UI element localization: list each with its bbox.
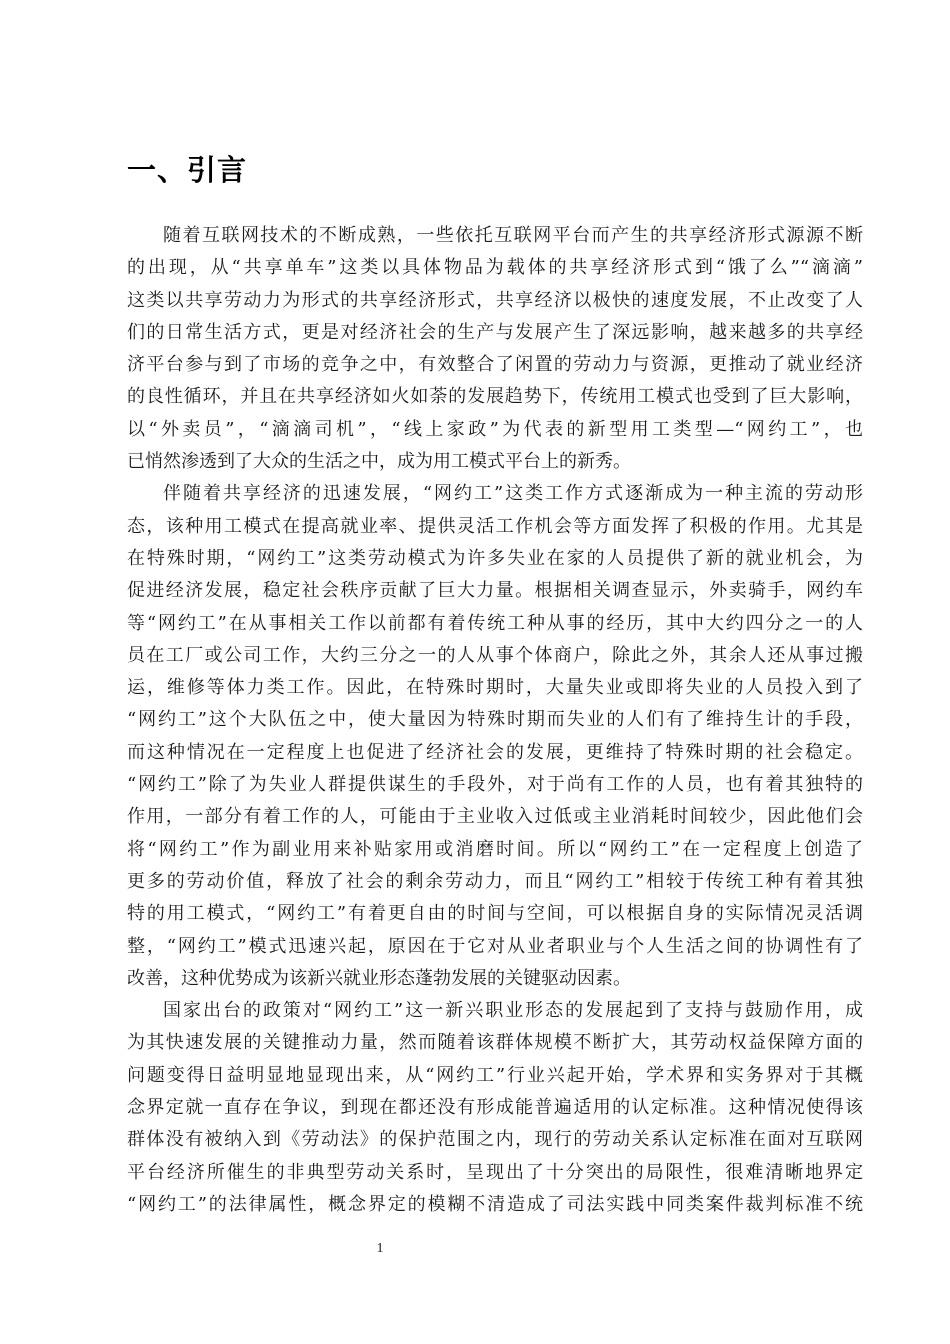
text-line: 运，维修等体力类工作。因此，在特殊时期时，大量失业或即将失业的人员投入到了 (127, 677, 863, 699)
text-line: 将“网约工”作为副业用来补贴家用或消磨时间。所以“网约工”在一定程度上创造了 (127, 838, 863, 860)
text-line: 等“网约工”在从事相关工作以前都有着传统工种从事的经历，其中大约四分之一的人 (127, 612, 863, 634)
text-line: 随着互联网技术的不断成熟，一些依托互联网平台而产生的共享经济形式源源不断 (163, 225, 863, 246)
text-line: 作用，一部分有着工作的人，可能由于主业收入过低或主业消耗时间较少，因此他们会 (127, 806, 863, 828)
paragraph-3 (127, 995, 863, 1221)
text-line: 促进经济发展，稳定社会秩序贡献了巨大力量。根据相关调查显示，外卖骑手，网约车 (127, 580, 863, 602)
text-line: 以“外卖员”，“滴滴司机”，“线上家政”为代表的新型用工类型—“网约工”，也 (127, 418, 863, 440)
text-line: 的良性循环，并且在共享经济如火如荼的发展趋势下，传统用工模式也受到了巨大影响， (127, 386, 863, 408)
text-line: 在特殊时期，“网约工”这类劳动模式为许多失业在家的人员提供了新的就业机会，为 (127, 547, 863, 569)
text-line: 念界定就一直存在争议，到现在都还没有形成能普遍适用的认定标准。这种情况使得该 (127, 1097, 863, 1119)
text-line: 的出现，从“共享单车”这类以具体物品为载体的共享经济形式到“饿了么”“滴滴” (127, 257, 863, 279)
text-line: 特的用工模式，“网约工”有着更自由的时间与空间，可以根据自身的实际情况灵活调 (127, 903, 863, 925)
body-text (127, 220, 863, 1221)
text-line: 们的日常生活方式，更是对经济社会的生产与发展产生了深远影响，越来越多的共享经 (127, 321, 863, 343)
text-line: 整，“网约工”模式迅速兴起，原因在于它对从业者职业与个人生活之间的协调性有了 (127, 935, 863, 957)
text-line: 济平台参与到了市场的竞争之中，有效整合了闲置的劳动力与资源，更推动了就业经济 (127, 354, 863, 376)
text-line: 更多的劳动价值，释放了社会的剩余劳动力，而且“网约工”相较于传统工种有着其独 (127, 870, 863, 892)
text-line: 问题变得日益明显地显现出来，从“网约工”行业兴起开始，学术界和实务界对于其概 (127, 1064, 863, 1086)
text-line: 为其快速发展的关键推动力量，然而随着该群体规模不断扩大，其劳动权益保障方面的 (127, 1032, 863, 1054)
paragraph-1 (127, 220, 863, 478)
text-line: “网约工”除了为失业人群提供谋生的手段外，对于尚有工作的人员，也有着其独特的 (127, 774, 863, 796)
text-line: 群体没有被纳入到《劳动法》的保护范围之内，现行的劳动关系认定标准在面对互联网 (127, 1129, 863, 1151)
text-line: 员在工厂或公司工作，大约三分之一的人从事个体商户，除此之外，其余人还从事过搬 (127, 644, 863, 666)
text-line: 伴随着共享经济的迅速发展，“网约工”这类工作方式逐渐成为一种主流的劳动形 (163, 483, 863, 505)
text-line: 态，该种用工模式在提高就业率、提供灵活工作机会等方面发挥了积极的作用。尤其是 (127, 515, 863, 537)
text-line: 这类以共享劳动力为形式的共享经济形式，共享经济以极快的速度发展，不止改变了人 (127, 289, 863, 311)
text-line: 国家出台的政策对“网约工”这一新兴职业形态的发展起到了支持与鼓励作用，成 (163, 1000, 863, 1022)
page-number: 1 (376, 1241, 384, 1256)
text-line: 平台经济所催生的非典型劳动关系时，呈现出了十分突出的局限性，很难清晰地界定 (127, 1161, 863, 1183)
text-line: 已悄然渗透到了大众的生活之中，成为用工模式平台上的新秀。 (127, 451, 631, 473)
section-heading: 一、引言 (127, 153, 248, 187)
text-line: “网约工”的法律属性，概念界定的模糊不清造成了司法实践中同类案件裁判标准不统 (127, 1193, 863, 1215)
text-line: 而这种情况在一定程度上也促进了经济社会的发展，更维持了特殊时期的社会稳定。 (127, 741, 863, 763)
text-line: “网约工”这个大队伍之中，使大量因为特殊时期而失业的人们有了维持生计的手段， (127, 709, 863, 731)
paragraph-2 (127, 478, 863, 995)
text-line: 改善，这种优势成为该新兴就业形态蓬勃发展的关键驱动因素。 (127, 967, 631, 989)
